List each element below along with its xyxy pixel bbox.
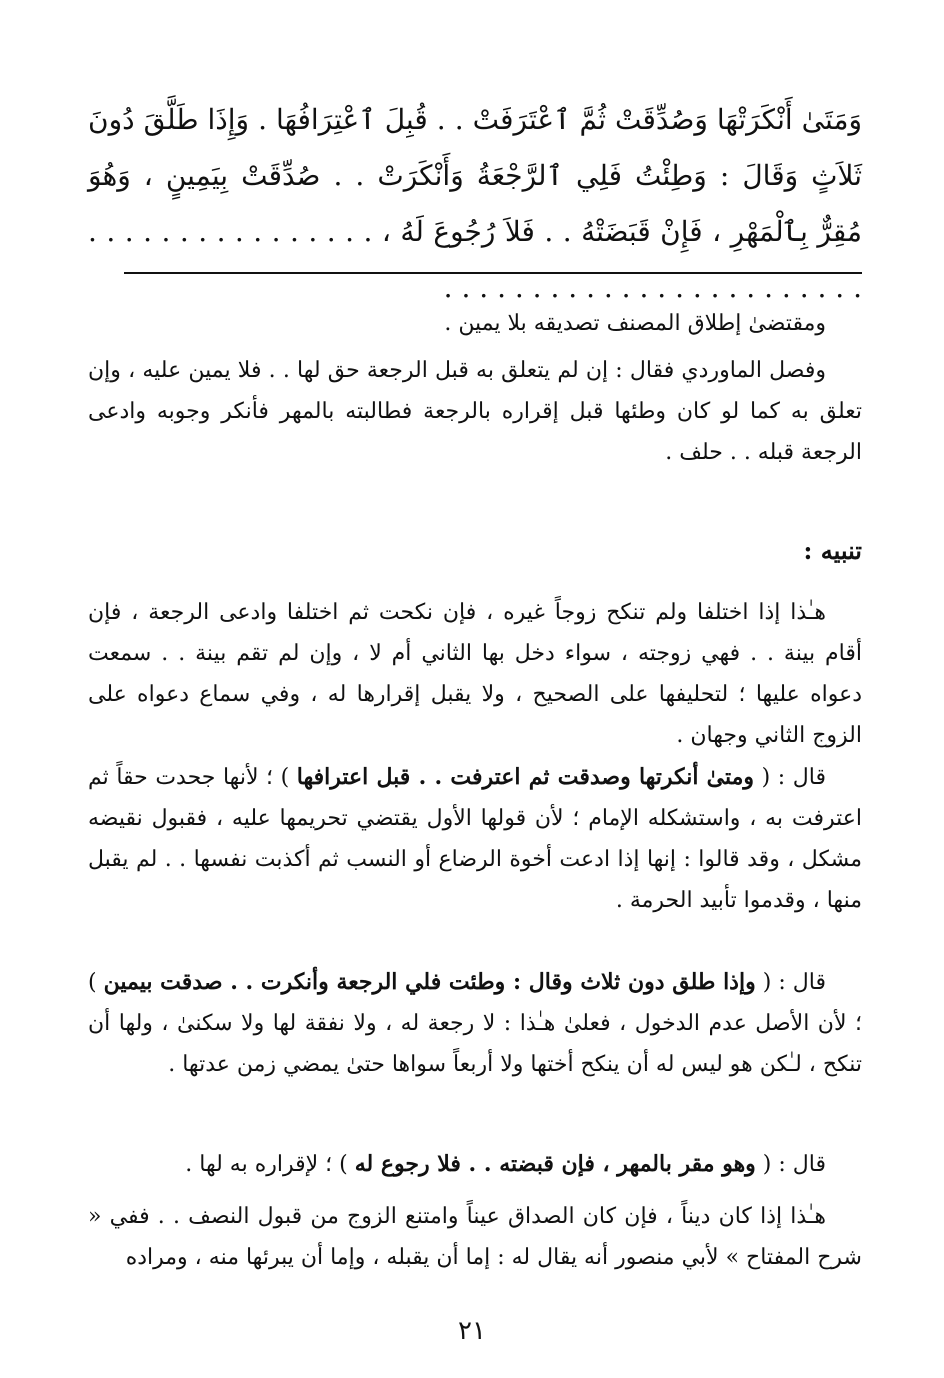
explanation-text: ) ؛ لأن الأصل عدم الدخول ، فعلىٰ هـٰذا : لا رجعة له ، ولا نفقة لها ولا سكنىٰ ، ولها أن تنكح ، لـٰكن هو ليس له أن ينكح أختها ولا أربعاً سواها حتىٰ يمضي زمن عدتها .: [88, 970, 862, 1077]
separator-rule: [124, 272, 862, 274]
commentary-paragraph-4: [88, 757, 862, 921]
quote-open: قال : (: [755, 1152, 826, 1177]
section-heading: تنبيه :: [803, 536, 862, 565]
explanation-text: ) ؛ لإقراره به لها .: [185, 1152, 355, 1177]
quote-open: قال : (: [755, 970, 826, 995]
explanation-text: ) ؛ لأنها جحدت حقاً ثم اعترفت به ، واستشكله الإمام ؛ لأن قولها الأول يقتضي تحريمها عليه ، فقبول نقيضه مشكل ، وقد قالوا : إنها إذا ادعت أخوة الرضاع أو النسب ثم أكذبت نفسها . . لم يقبل منها ، وقدموا تأبيد الحرمة .: [88, 765, 862, 913]
commentary-paragraph-1: ومقتضىٰ إطلاق المصنف تصديقه بلا يمين .: [444, 311, 826, 336]
page-number: ٢١: [458, 1316, 486, 1346]
quoted-matn: وهو مقر بالمهر ، فإن قبضته . . فلا رجوع له: [354, 1151, 756, 1177]
matn-text: وَمَتَىٰ أَنْكَرَتْهَا وَصُدِّقَتْ ثُمَّ ٱعْتَرَفَتْ . . قُبِلَ ٱعْتِرَافُهَا . وَإِذَا طَلَّقَ دُونَ ثَلاَثٍ وَقَالَ : وَطِئْتُ فَلِي ٱلرَّجْعَةُ وَأَنْكَرَتْ . . صُدِّقَتْ بِيَمِينٍ ، وَهُوَ مُقِرٌّ بِٱلْمَهْرِ ، فَإِنْ قَبَضَتْهُ . . فَلاَ رُجُوعَ لَهُ ، . . . . . . . . . . . . . . . . . . . . . . . . . . . . . . . . . . . . . . . .: [88, 103, 862, 304]
quoted-matn: وإذا طلق دون ثلاث وقال : وطئت فلي الرجعة وأنكرت . . صدقت بيمين: [103, 969, 756, 995]
commentary-paragraph-7: هـٰذا إذا كان ديناً ، فإن كان الصداق عيناً وامتنع الزوج من قبول النصف . . ففي « شرح المفتاح » لأبي منصور أنه يقال له : إما أن يقبله ، وإما أن يبرئها منه ، ومراده: [88, 1204, 862, 1270]
commentary-paragraph-6: [88, 1144, 862, 1185]
quote-open: قال : (: [754, 765, 826, 790]
commentary-paragraph-5: [88, 962, 862, 1085]
quoted-matn: ومتىٰ أنكرتها وصدقت ثم اعترفت . . قبل اعترافها: [296, 764, 755, 790]
commentary-paragraph-2: وفصل الماوردي فقال : إن لم يتعلق به قبل الرجعة حق لها . . فلا يمين عليه ، وإن تعلق به كما لو كان وطئها قبل إقراره بالرجعة فطالبته بالمهر فأنكر وجوبه وادعى الرجعة قبله . . حلف .: [88, 358, 862, 465]
commentary-paragraph-3: هـٰذا إذا اختلفا ولم تنكح زوجاً غيره ، فإن نكحت ثم اختلفا وادعى الرجعة ، فإن أقام بينة . . فهي زوجته ، سواء دخل بها الثاني أم لا ، وإن لم تقم بينة . . سمعت دعواه عليها ؛ لتحليفها على الصحيح ، ولا يقبل إقرارها له ، وفي سماع دعواه على الزوج الثاني وجهان .: [88, 600, 862, 748]
